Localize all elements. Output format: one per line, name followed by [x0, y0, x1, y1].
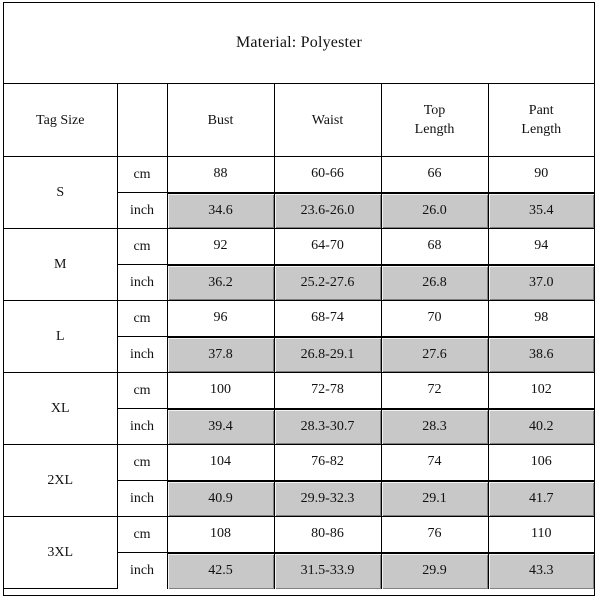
waist-inch: 25.2-27.6 [274, 265, 381, 301]
unit-label: cm [117, 445, 167, 481]
pant-length-cm: 94 [488, 229, 594, 265]
pant-length-cm: 98 [488, 301, 594, 337]
top-length-inch: 28.3 [381, 409, 488, 445]
size-table [4, 84, 594, 589]
bust-inch: 42.5 [167, 553, 274, 589]
waist-cm: 80-86 [274, 517, 381, 553]
header-pant-length-text: Pant Length [521, 103, 562, 137]
pant-length-cm: 102 [488, 373, 594, 409]
waist-inch: 26.8-29.1 [274, 337, 381, 373]
waist-cm: 64-70 [274, 229, 381, 265]
header-row [4, 84, 594, 157]
table-row [4, 445, 594, 481]
bust-cm: 96 [167, 301, 274, 337]
chart-title: Material: Polyester [4, 3, 594, 84]
waist-inch: 23.6-26.0 [274, 193, 381, 229]
top-length-cm: 68 [381, 229, 488, 265]
bust-inch: 39.4 [167, 409, 274, 445]
unit-label: cm [117, 229, 167, 265]
top-length-cm: 72 [381, 373, 488, 409]
unit-label: inch [117, 193, 167, 229]
header-pant-length [488, 84, 594, 157]
top-length-inch: 26.8 [381, 265, 488, 301]
unit-label: inch [117, 553, 167, 589]
unit-label: cm [117, 517, 167, 553]
bust-cm: 92 [167, 229, 274, 265]
table-row [4, 301, 594, 337]
size-label: L [4, 301, 117, 373]
pant-length-inch: 37.0 [488, 265, 594, 301]
unit-label: cm [117, 301, 167, 337]
size-chart [3, 2, 595, 596]
size-label: M [4, 229, 117, 301]
top-length-cm: 74 [381, 445, 488, 481]
waist-cm: 68-74 [274, 301, 381, 337]
bust-cm: 104 [167, 445, 274, 481]
bust-cm: 100 [167, 373, 274, 409]
pant-length-cm: 106 [488, 445, 594, 481]
size-label: 2XL [4, 445, 117, 517]
header-unit [117, 84, 167, 157]
pant-length-inch: 35.4 [488, 193, 594, 229]
size-label: 3XL [4, 517, 117, 589]
header-top-length-text: Top Length [414, 103, 455, 137]
size-label: XL [4, 373, 117, 445]
top-length-inch: 27.6 [381, 337, 488, 373]
unit-label: inch [117, 409, 167, 445]
header-bust: Bust [167, 84, 274, 157]
top-length-cm: 66 [381, 157, 488, 193]
unit-label: inch [117, 337, 167, 373]
unit-label: inch [117, 265, 167, 301]
pant-length-inch: 41.7 [488, 481, 594, 517]
top-length-cm: 70 [381, 301, 488, 337]
table-row [4, 229, 594, 265]
waist-cm: 76-82 [274, 445, 381, 481]
bust-inch: 36.2 [167, 265, 274, 301]
top-length-cm: 76 [381, 517, 488, 553]
waist-inch: 29.9-32.3 [274, 481, 381, 517]
bust-cm: 88 [167, 157, 274, 193]
header-tag-size: Tag Size [4, 84, 117, 157]
header-top-length [381, 84, 488, 157]
waist-cm: 72-78 [274, 373, 381, 409]
waist-inch: 31.5-33.9 [274, 553, 381, 589]
waist-cm: 60-66 [274, 157, 381, 193]
pant-length-cm: 90 [488, 157, 594, 193]
unit-label: inch [117, 481, 167, 517]
bust-cm: 108 [167, 517, 274, 553]
bust-inch: 40.9 [167, 481, 274, 517]
header-waist: Waist [274, 84, 381, 157]
table-row [4, 157, 594, 193]
unit-label: cm [117, 373, 167, 409]
unit-label: cm [117, 157, 167, 193]
pant-length-inch: 38.6 [488, 337, 594, 373]
pant-length-inch: 40.2 [488, 409, 594, 445]
pant-length-inch: 43.3 [488, 553, 594, 589]
table-row [4, 373, 594, 409]
top-length-inch: 29.1 [381, 481, 488, 517]
bust-inch: 37.8 [167, 337, 274, 373]
bust-inch: 34.6 [167, 193, 274, 229]
waist-inch: 28.3-30.7 [274, 409, 381, 445]
table-row [4, 517, 594, 553]
top-length-inch: 29.9 [381, 553, 488, 589]
pant-length-cm: 110 [488, 517, 594, 553]
top-length-inch: 26.0 [381, 193, 488, 229]
size-label: S [4, 157, 117, 229]
